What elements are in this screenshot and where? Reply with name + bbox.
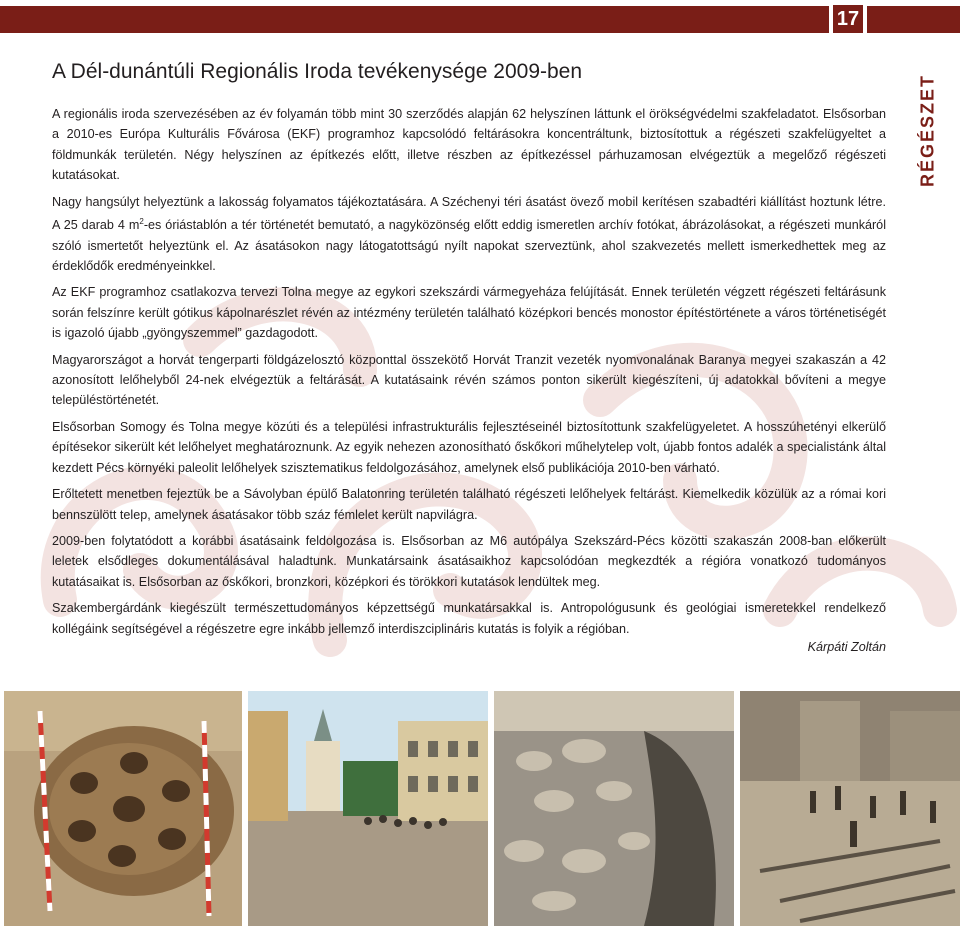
paragraph: Magyarországot a horvát tengerparti földgázelosztó központtal összekötő Horvát Tranzit vezeték nyomvonalának Baranya megyei szakaszán a 42 azonosított lelőhelyből 24-nek elvégeztük a feltárását. A kutatásaink révén számos ponton sikerült kiegészíteni, új adatokkal bővíteni a megye településtörténetét. <box>52 352 886 408</box>
top-bar <box>0 6 960 33</box>
page-number-box <box>829 2 867 36</box>
paragraph: Az EKF programhoz csatlakozva tervezi Tolna megye az egykori szekszárdi vármegyeháza felújítását. Ennek területén végzett régészeti feltárásunk során felszínre került gótikus kápolnarészlet révén az intézmény területén található középkori bencés monostor építéstörténete a város történetiségét is igazoló újabb „gyöngyszemmel” gazdagodott. <box>52 285 886 341</box>
town-square-photo <box>248 691 488 926</box>
section-label: RÉGÉSZET <box>917 73 938 187</box>
author-signature: Kárpáti Zoltán <box>807 639 886 654</box>
excavation-photo <box>4 691 242 926</box>
page-number: 17 <box>833 5 863 33</box>
paragraph: Nagy hangsúlyt helyeztünk a lakosság folyamatos tájékoztatására. A Széchenyi téri ásatást övező mobil kerítésen szabadtéri kiállítást hoztunk létre. A 25 darab 4 $m^2-es$ óriástablón a tér történetét bemutató, a nagyközönség előtt eddig ismeretlen archív fotókat, ábrázolásokat, a régészeti munkáról szóló ismertetőt helyeztünk el. Az ásatásokon nagy látogatottságú nyílt napokat szerveztünk, ahol szakvezetés mellett ismerkedhettek meg az érdeklődők eredményeinkkel. <box>52 194 886 274</box>
paragraph: Elsősorban Somogy és Tolna megye közúti és a települési infrastrukturális fejlesztéseinél biztosítottunk szakfelügyeletet. A hosszúhetényi elkerülő építésekor sikerült két lelőhelyet meghatároznunk. Az egyik nehezen azonosítható őskőkori műhelytelep volt, újabb fontos adalék a specialistánk által kezdett Pécs környéki paleolit lelőhelyek szisztematikus feldolgozásához, amelynek első publikációja 2010-ben várható. <box>52 419 886 475</box>
paragraph: A regionális iroda szervezésében az év folyamán több mint 30 szerződés alapján 62 helyszínen láttunk el örökségvédelmi szakfeladatot. Elsősorban a 2010-es Európa Kulturális Fővárosa (EKF) programhoz kapcsolódó feltárásokra koncentráltunk, biztosítottuk a régészeti szakfelügyeltet a földmunkák területén. Négy helyszínen az építkezés előtt, illetve részben az építkezéssel párhuzamosan elvégeztük a megelőző régészeti kutatásokat. <box>52 107 886 183</box>
paragraph: Erőltetett menetben fejeztük be a Sávolyban épülő Balatonring területén található régészeti lelőhelyek feltárást. Kiemelkedik közülük az a római kori bennszülött telep, amelynek ásatásakor több száz fémlelet került napvilágra. <box>52 487 886 522</box>
superscript: 2 <box>139 217 144 227</box>
article-body <box>52 104 886 657</box>
archival-photo <box>740 691 960 926</box>
paragraph: Szakembergárdánk kiegészült természettudományos képzettségű munkatársakkal is. Antropológusunk és geológiai ismeretekkel rendelkező kollégáink segítségével a régészetre egre inkább jellemző interdiszciplináris kutatás is folyik a régióban. <box>52 601 886 636</box>
paragraph: 2009-ben folytatódott a korábbi ásatásaink feldolgozása is. Elsősorban az M6 autópálya Szekszárd-Pécs közötti szakaszán 2008-ban előkerült leletek elsődleges dokumentálásával haladtunk. Munkatársaink ásatásaikhoz kapcsolódóan megkezdték a régióra vonatkozó tudományos kutatásaikat is. Elsősorban az őskőkori, bronzkori, középkori és törökkori kutatások lendültek meg. <box>52 533 886 589</box>
stone-wall-photo <box>494 691 734 926</box>
page-title: A Dél-dunántúli Regionális Iroda tevékenysége 2009-ben <box>52 60 583 83</box>
photo-strip <box>0 691 960 926</box>
